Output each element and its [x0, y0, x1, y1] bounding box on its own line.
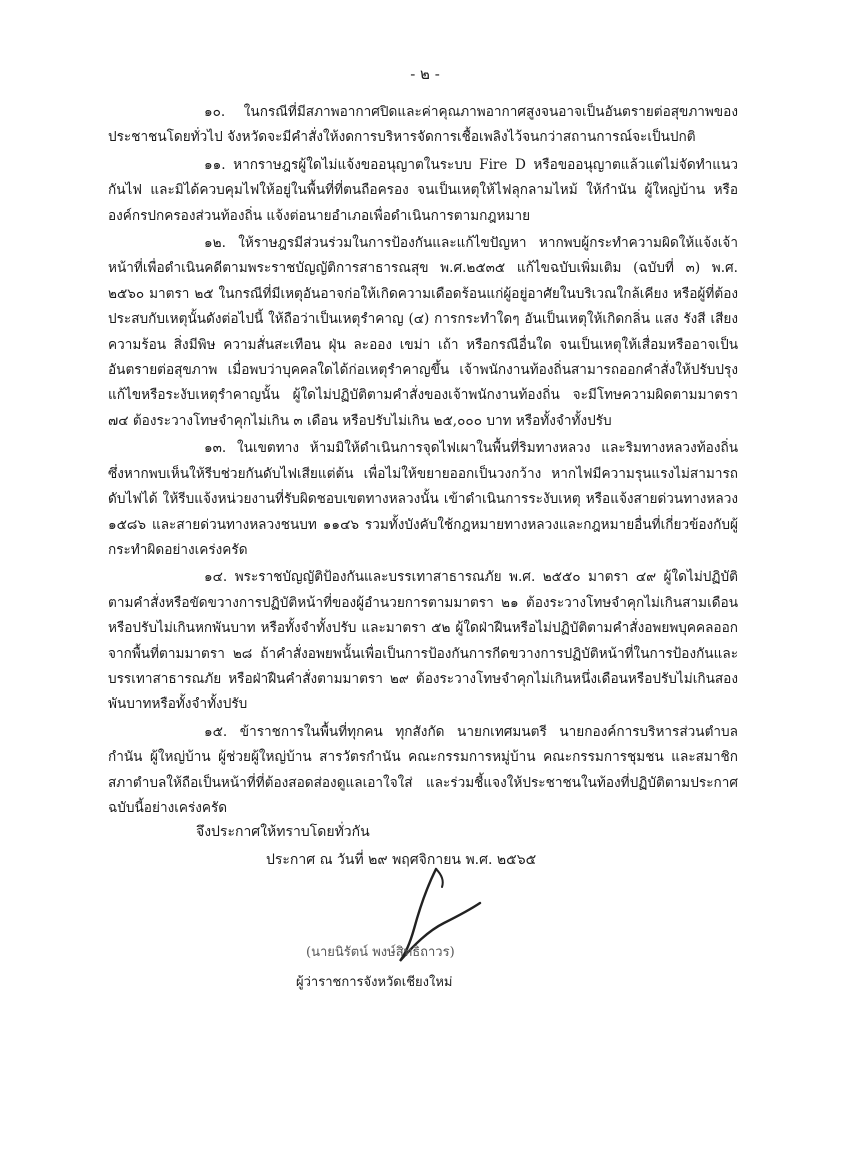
announcement-body	[108, 100, 738, 823]
clause-15: ๑๕. ข้าราชการในพื้นที่ทุกคน ทุกสังกัด นายกเทศมนตรี นายกองค์การบริหารส่วนตำบล กำนัน ผู้ใหญ่บ้าน ผู้ช่วยผู้ใหญ่บ้าน สารวัตรกำนัน คณะกรรมการหมู่บ้าน คณะกรรมการชุมชน และสมาชิกสภาตำบลให้ถือเป็นหน้าที่ที่ต้องสอดส่องดูแลเอาใจใส่ และร่วมชี้แจงให้ประชาชนในท้องที่ปฏิบัติตามประกาศฉบับนี้อย่างเคร่งครัด	[108, 723, 738, 816]
signer-position: ผู้ว่าราชการจังหวัดเชียงใหม่	[296, 975, 453, 990]
date-line: ประกาศ ณ วันที่ ๒๙ พฤศจิกายน พ.ศ. ๒๕๖๕	[266, 852, 537, 868]
clause-14: ๑๔. พระราชบัญญัติป้องกันและบรรเทาสาธารณภัย พ.ศ. ๒๕๕๐ มาตรา ๔๙ ผู้ใดไม่ปฏิบัติตามคำสั่งหรือขัดขวางการปฏิบัติหน้าที่ของผู้อำนวยการตามมาตรา ๒๑ ต้องระวางโทษจำคุกไม่เกินสามเดือน หรือปรับไม่เกินหกพันบาท หรือทั้งจำทั้งปรับ และมาตรา ๕๒ ผู้ใดฝ่าฝืนหรือไม่ปฏิบัติตามคำสั่งอพยพบุคคลออกจากพื้นที่ตามมาตรา ๒๘ ถ้าคำสั่งอพยพนั้นเพื่อเป็นการป้องกันการกีดขวางการปฏิบัติหน้าที่ในการป้องกันและบรรเทาสาธารณภัย หรือฝ่าฝืนคำสั่งตามมาตรา ๒๙ ต้องระวางโทษจำคุกไม่เกินหนึ่งเดือนหรือปรับไม่เกินสองพันบาทหรือทั้งจำทั้งปรับ	[108, 569, 738, 713]
clause-11: ๑๑. หากราษฎรผู้ใดไม่แจ้งขออนุญาตในระบบ Fire D หรือขออนุญาตแล้วแต่ไม่จัดทำแนวกันไฟ และมิได้ควบคุมไฟให้อยู่ในพื้นที่ที่ตนถือครอง จนเป็นเหตุให้ไฟลุกลามไหม้ ให้กำนัน ผู้ใหญ่บ้าน หรือองค์กรปกครองส่วนท้องถิ่น แจ้งต่อนายอำเภอเพื่อดำเนินการตามกฎหมาย	[108, 156, 738, 224]
clause-12: ๑๒. ให้ราษฎรมีส่วนร่วมในการป้องกันและแก้ไขปัญหา หากพบผู้กระทำความผิดให้แจ้งเจ้าหน้าที่เพื่อดำเนินคดีตามพระราชบัญญัติการสาธารณสุข พ.ศ.๒๕๓๕ แก้ไขฉบับเพิ่มเติม (ฉบับที่ ๓) พ.ศ. ๒๕๖๐ มาตรา ๒๕ ในกรณีที่มีเหตุอันอาจก่อให้เกิดความเดือดร้อนแก่ผู้อยู่อาศัยในบริเวณใกล้เคียง หรือผู้ที่ต้องประสบกับเหตุนั้นดังต่อไปนี้ ให้ถือว่าเป็นเหตุรำคาญ (๔) การกระทำใดๆ อันเป็นเหตุให้เกิดกลิ่น แสง รังสี เสียง ความร้อน สิ่งมีพิษ ความสั่นสะเทือน ฝุ่น ละออง เขม่า เถ้า หรือกรณีอื่นใด จนเป็นเหตุให้เสื่อมหรืออาจเป็นอันตรายต่อสุขภาพ เมื่อพบว่าบุคคลใดได้ก่อเหตุรำคาญขึ้น เจ้าพนักงานท้องถิ่นสามารถออกคำสั่งให้ปรับปรุงแก้ไขหรือระงับเหตุรำคาญนั้น ผู้ใดไม่ปฏิบัติตามคำสั่งของเจ้าพนักงานท้องถิ่น จะมีโทษความผิดตามมาตรา ๗๔ ต้องระวางโทษจำคุกไม่เกิน ๓ เดือน หรือปรับไม่เกิน ๒๕,๐๐๐ บาท หรือทั้งจำทั้งปรับ	[108, 235, 738, 429]
signer-block	[296, 938, 455, 998]
announce-line: จึงประกาศให้ทราบโดยทั่วกัน	[196, 824, 370, 840]
page-number: - ๒ -	[410, 65, 440, 83]
closing-block	[196, 818, 536, 874]
clause-13: ๑๓. ในเขตทาง ห้ามมิให้ดำเนินการจุดไฟเผาในพื้นที่ริมทางหลวง และริมทางหลวงท้องถิ่น ซึ่งหากพบเห็นให้รีบช่วยกันดับไฟเสียแต่ต้น เพื่อไม่ให้ขยายออกเป็นวงกว้าง หากไฟมีความรุนแรงไม่สามารถดับไฟได้ ให้รีบแจ้งหน่วยงานที่รับผิดชอบเขตทางหลวงนั้น เข้าดำเนินการระงับเหตุ หรือแจ้งสายด่วนทางหลวง ๑๕๘๖ และสายด่วนทางหลวงชนบท ๑๑๔๖ รวมทั้งบังคับใช้กฎหมายทางหลวงและกฎหมายอื่นที่เกี่ยวข้องกับผู้กระทำผิดอย่างเคร่งครัด	[108, 440, 738, 558]
signer-name: (นายนิรัตน์ พงษ์สิทธิถาวร)	[306, 945, 455, 960]
clause-10: ๑๐. ในกรณีที่มีสภาพอากาศปิดและค่าคุณภาพอากาศสูงจนอาจเป็นอันตรายต่อสุขภาพของประชาชนโดยทั่วไป จังหวัดจะมีคำสั่งให้งดการบริหารจัดการเชื้อเพลิงไว้จนกว่าสถานการณ์จะเป็นปกติ	[108, 104, 738, 146]
